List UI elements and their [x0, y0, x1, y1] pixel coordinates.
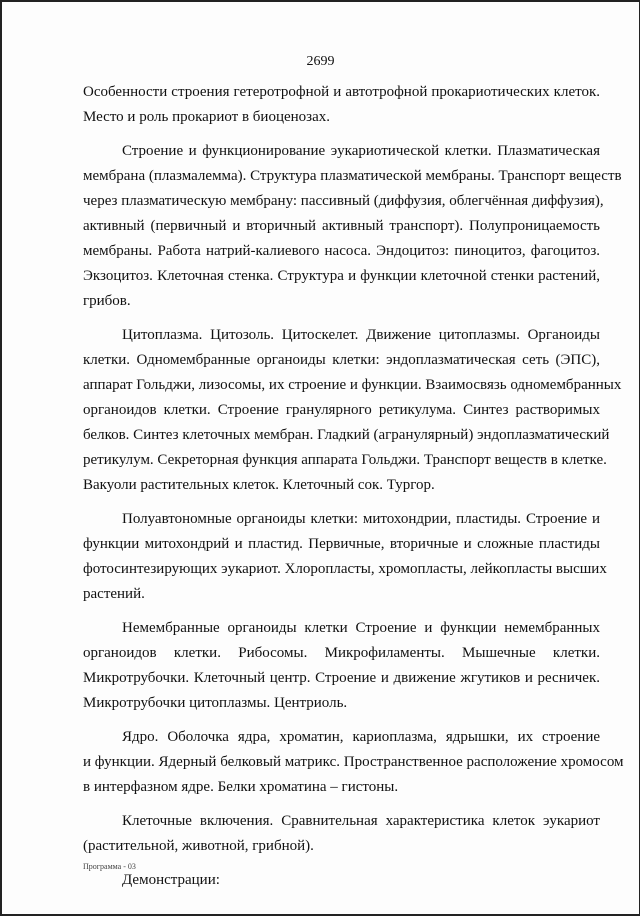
- text-line: фотосинтезирующих эукариот. Хлоропласты, хромопласты, лейкопласты высших: [83, 561, 607, 577]
- paragraph: [83, 868, 600, 893]
- text-line: и функции. Ядерный белковый матрикс. Пространственное расположение хромосом: [83, 754, 624, 770]
- paragraph: [83, 507, 607, 607]
- paragraph: [83, 139, 622, 314]
- text-line: Микротрубочки. Клеточный центр. Строение и движение жгутиков и ресничек.: [83, 670, 600, 686]
- text-line: органоидов клетки. Рибосомы. Микрофиламенты. Мышечные клетки.: [83, 645, 600, 661]
- text-line: (растительной, животной, грибной).: [83, 838, 314, 854]
- text-line: белков. Синтез клеточных мембран. Гладкий (агранулярный) эндоплазматический: [83, 427, 610, 443]
- text-line: активный (первичный и вторичный активный транспорт). Полупроницаемость: [83, 218, 600, 234]
- text-line: органоидов клетки. Строение гранулярного ретикулума. Синтез растворимых: [83, 402, 600, 418]
- text-line: ретикулум. Секреторная функция аппарата Гольджи. Транспорт веществ в клетке.: [83, 452, 607, 468]
- text-line: клетки. Одномембранные органоиды клетки: эндоплазматическая сеть (ЭПС),: [83, 352, 600, 368]
- paragraph: [83, 725, 624, 800]
- text-line: в интерфазном ядре. Белки хроматина – гистоны.: [83, 779, 399, 795]
- paragraph: [83, 616, 600, 716]
- text-line: Строение и функционирование эукариотической клетки. Плазматическая: [122, 143, 600, 159]
- text-line: Вакуоли растительных клеток. Клеточный сок. Тургор.: [83, 477, 435, 493]
- page-number: 2699: [306, 54, 335, 69]
- text-line: грибов.: [83, 293, 131, 309]
- text-line: Ядро. Оболочка ядра, хроматин, кариоплазма, ядрышки, их строение: [122, 729, 600, 745]
- text-line: аппарат Гольджи, лизосомы, их строение и функции. Взаимосвязь одномембранных: [83, 377, 622, 393]
- paragraph: [83, 323, 622, 498]
- text-line: Цитоплазма. Цитозоль. Цитоскелет. Движение цитоплазмы. Органоиды: [122, 327, 600, 343]
- text-line: Полуавтономные органоиды клетки: митохондрии, пластиды. Строение и: [122, 511, 600, 527]
- paragraph: [83, 80, 600, 130]
- text-line: Место и роль прокариот в биоценозах.: [83, 109, 331, 125]
- document-body: [83, 80, 624, 902]
- text-line: Особенности строения гетеротрофной и автотрофной прокариотических клеток.: [83, 84, 600, 100]
- text-line: Микротрубочки цитоплазмы. Центриоль.: [83, 695, 348, 711]
- text-line: Немембранные органоиды клетки Строение и функции немембранных: [122, 620, 600, 636]
- text-line: Экзоцитоз. Клеточная стенка. Структура и функции клеточной стенки растений,: [83, 268, 600, 284]
- text-line: Демонстрации:: [122, 872, 220, 888]
- text-line: Клеточные включения. Сравнительная характеристика клеток эукариот: [122, 813, 600, 829]
- text-line: растений.: [83, 586, 145, 602]
- page-footer: Программа - 03: [83, 862, 136, 871]
- text-line: мембрана (плазмалемма). Структура плазматической мембраны. Транспорт веществ: [83, 168, 622, 184]
- text-line: мембраны. Работа натрий-калиевого насоса. Эндоцитоз: пиноцитоз, фагоцитоз.: [83, 243, 600, 259]
- text-line: через плазматическую мембрану: пассивный (диффузия, облегчённая диффузия),: [83, 193, 604, 209]
- paragraph: [83, 809, 600, 859]
- text-line: функции митохондрий и пластид. Первичные, вторичные и сложные пластиды: [83, 536, 600, 552]
